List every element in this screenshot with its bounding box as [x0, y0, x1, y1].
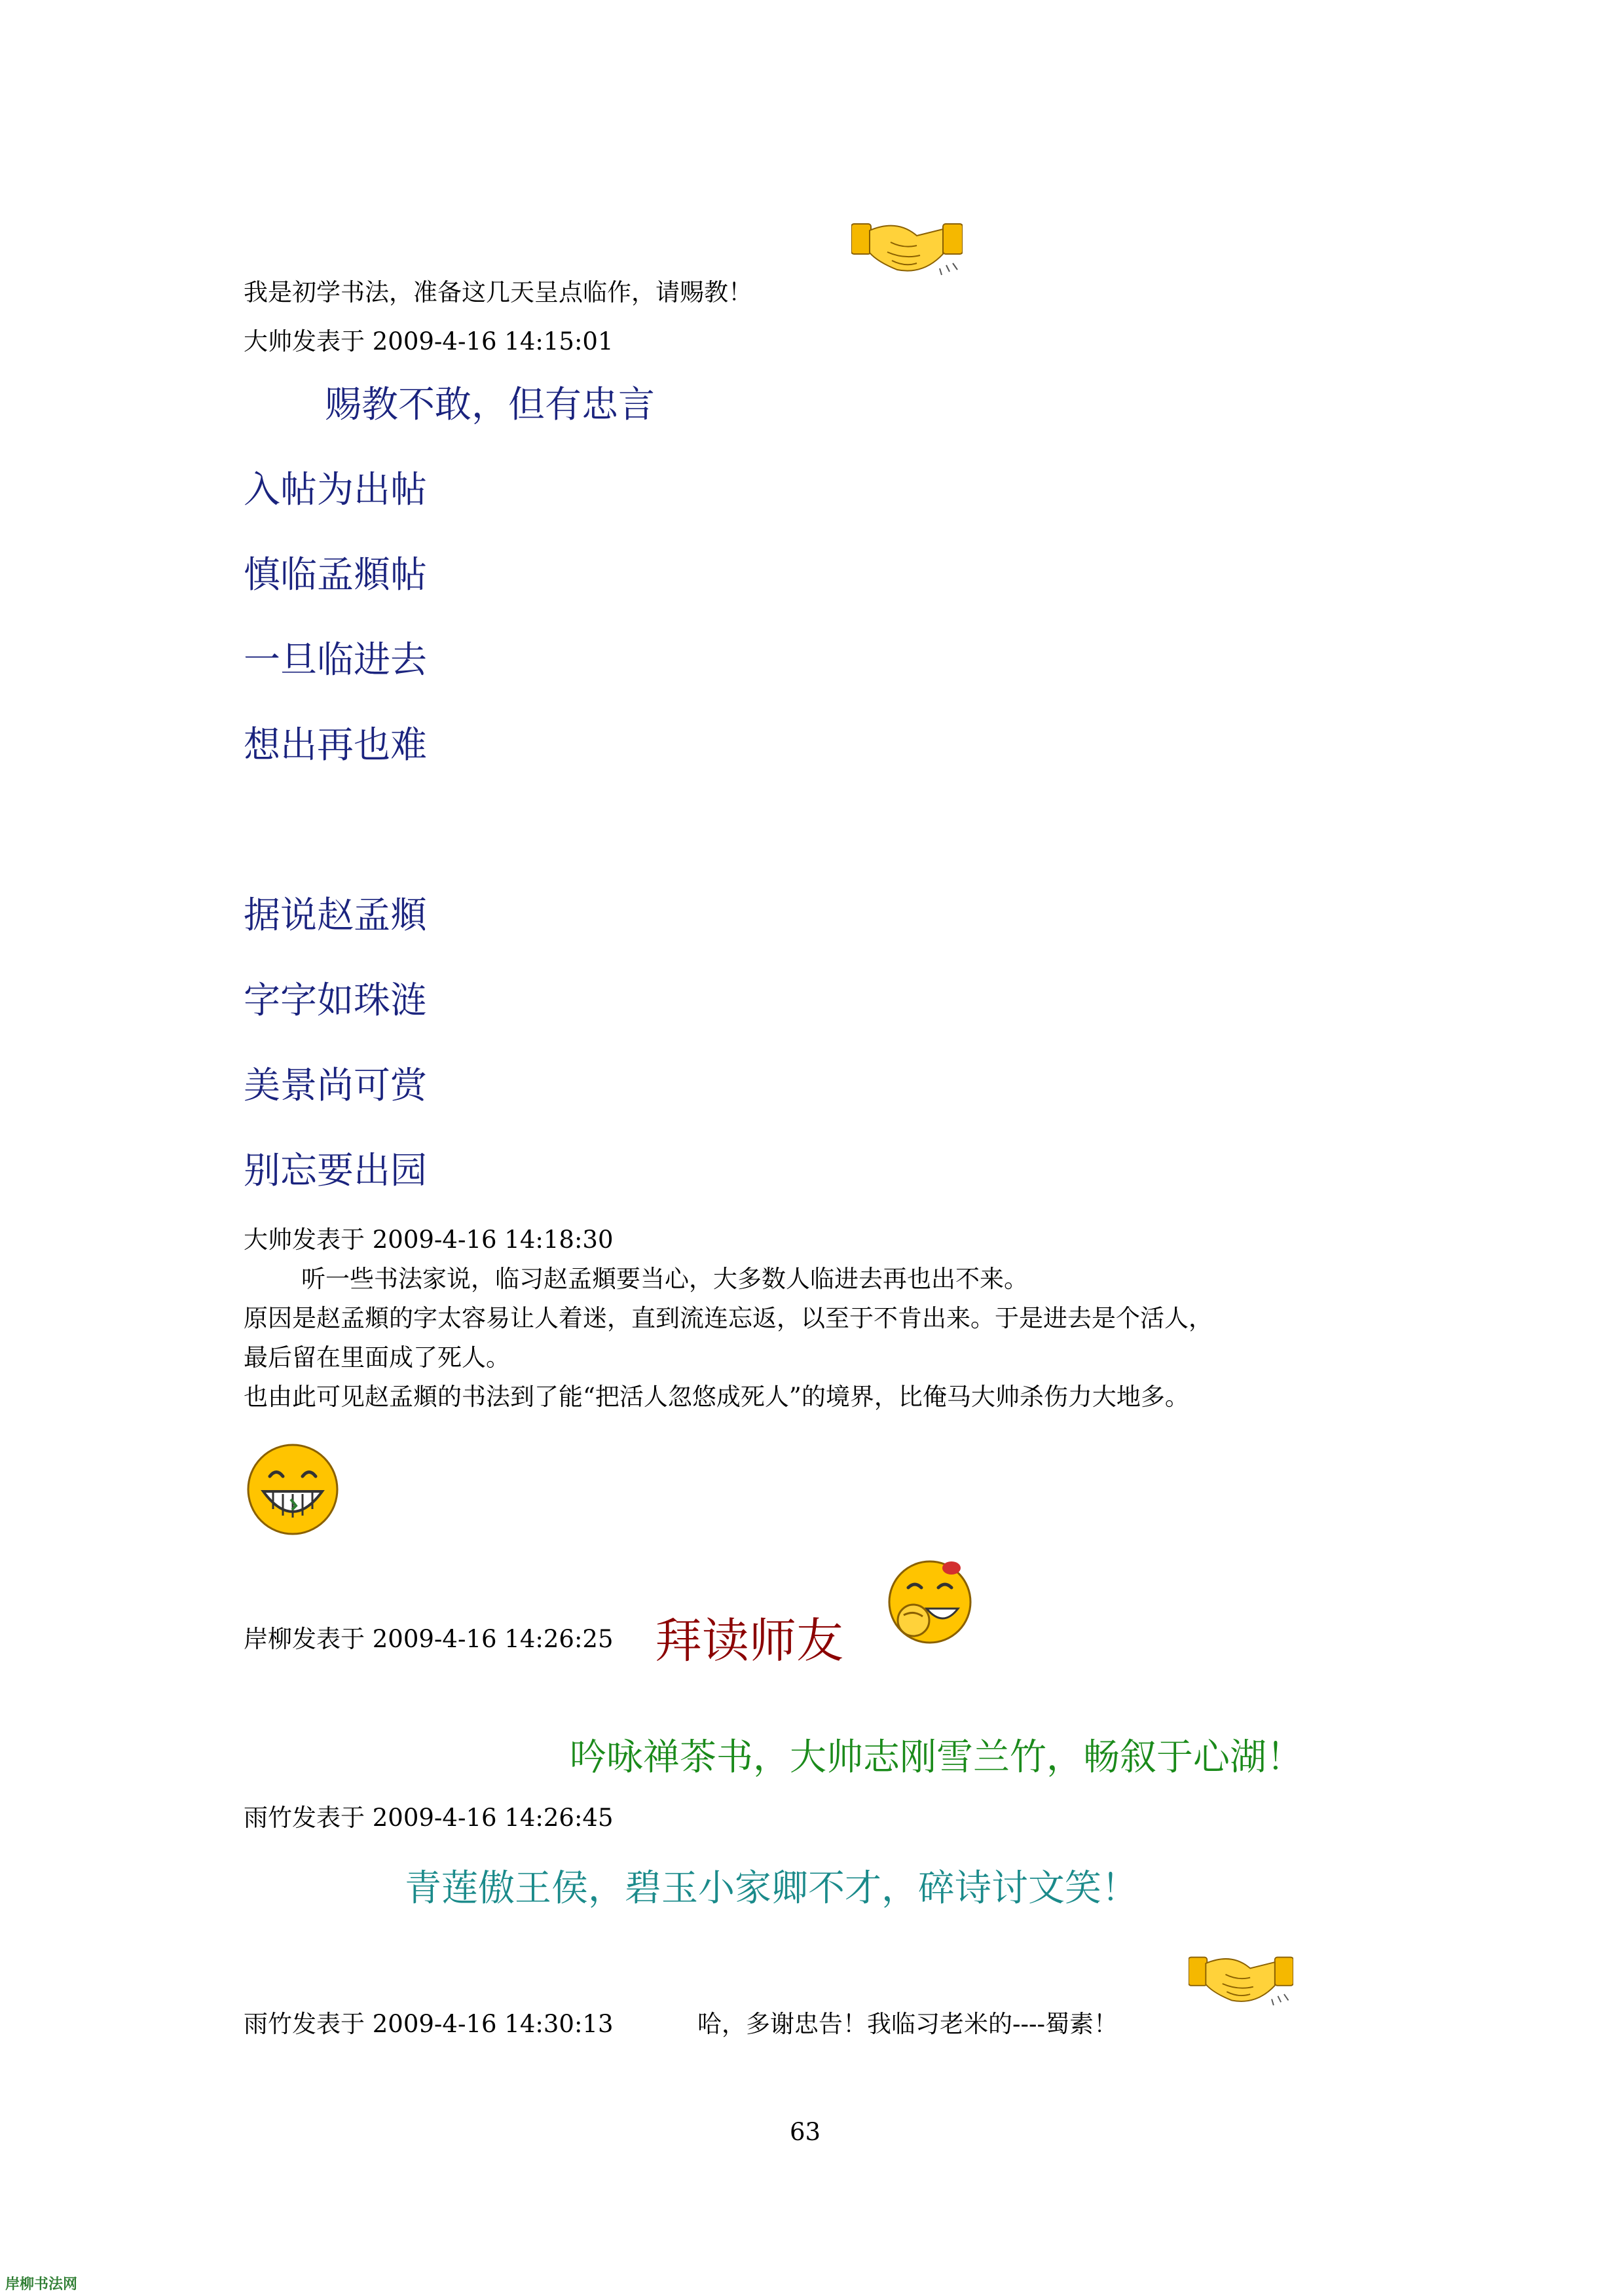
- post-meta: 雨竹发表于 2009-4-16 14:26:45: [244, 1804, 614, 1832]
- post-meta: 大帅发表于 2009-4-16 14:18:30: [244, 1226, 614, 1254]
- thinking-emoji-icon: [881, 1555, 979, 1656]
- paragraph-line: 最后留在里面成了死人。: [244, 1343, 510, 1372]
- paragraph-line: 也由此可见赵孟頫的书法到了能“把活人忽悠成死人”的境界，比俺马大帅杀伤力大地多。: [244, 1383, 1189, 1411]
- poem-line: 慎临孟頫帖: [244, 554, 427, 596]
- poem-title: 赐教不敢，但有忠言: [325, 384, 655, 426]
- poem-line: 字字如珠涟: [244, 979, 427, 1022]
- paragraph-line: 听一些书法家说，临习赵孟頫要当心，大多数人临进去再也出不来。: [301, 1265, 1028, 1293]
- post-meta: 岸柳发表于 2009-4-16 14:26:25: [244, 1625, 614, 1653]
- page-number: 63: [790, 2118, 821, 2146]
- post-text: 我是初学书法，准备这几天呈点临作，请赐教！: [244, 278, 752, 306]
- paragraph-line: 原因是赵孟頫的字太容易让人着迷，直到流连忘返，以至于不肯出来。于是进去是个活人，: [244, 1304, 1213, 1332]
- post-reply: 哈，多谢忠告！我临习老米的----蜀素！: [697, 2010, 1118, 2038]
- post-meta: 大帅发表于 2009-4-16 14:15:01: [244, 327, 614, 355]
- handshake-icon: [851, 216, 963, 291]
- post-text: 青莲傲王侯，碧玉小家卿不才，碎诗讨文笑！: [405, 1867, 1138, 1910]
- site-logo: 岸柳书法网: [5, 2276, 78, 2293]
- poem-line: 别忘要出园: [244, 1150, 427, 1192]
- poem-line: 一旦临进去: [244, 639, 427, 682]
- post-meta: 雨竹发表于 2009-4-16 14:30:13: [244, 2010, 614, 2038]
- grin-emoji-icon: [244, 1440, 342, 1541]
- post-text: 拜读师友: [655, 1613, 844, 1668]
- poem-line: 美景尚可赏: [244, 1065, 427, 1107]
- poem-line: 据说赵孟頫: [244, 894, 427, 937]
- post-text: 吟咏禅茶书，大帅志刚雪兰竹，畅叙于心湖！: [570, 1736, 1303, 1779]
- poem-line: 想出再也难: [244, 724, 427, 767]
- poem-line: 入帖为出帖: [244, 469, 427, 511]
- handshake-icon: [1189, 1948, 1293, 2022]
